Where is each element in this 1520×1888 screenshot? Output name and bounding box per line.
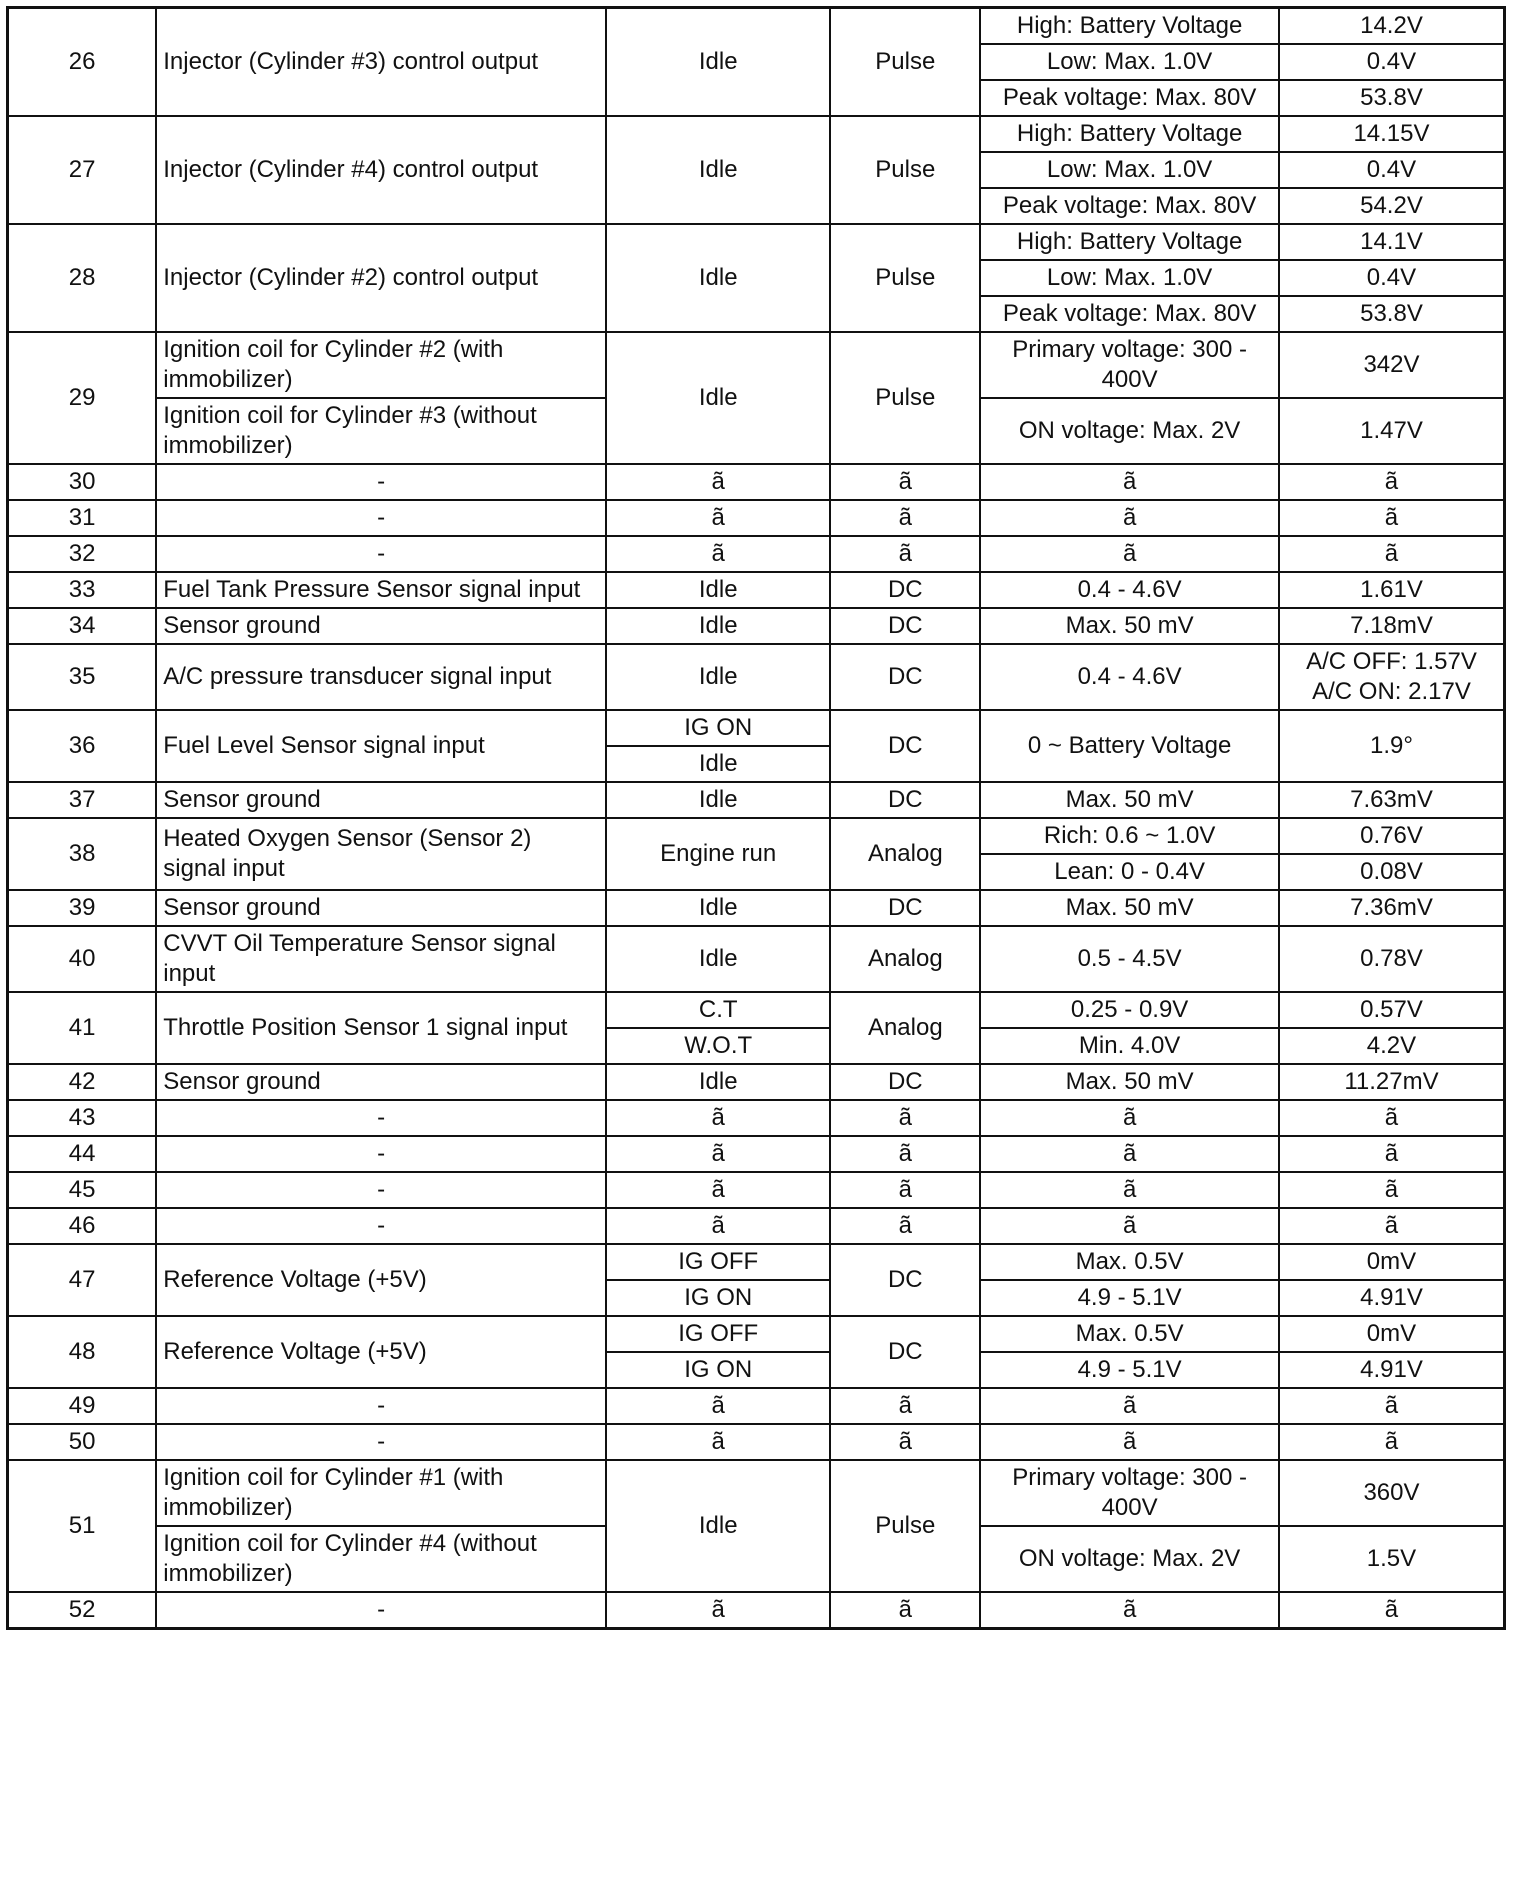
condition: Idle <box>606 926 830 992</box>
table-row <box>8 890 1505 926</box>
signal-type: DC <box>830 1316 980 1388</box>
pin-number: 52 <box>8 1592 157 1629</box>
specification: 0.4 - 4.6V <box>980 644 1279 710</box>
pin-number: 40 <box>8 926 157 992</box>
pin-description: Ignition coil for Cylinder #1 (with immobilizer) <box>156 1460 606 1526</box>
signal-type: ã <box>830 464 980 500</box>
condition: ã <box>606 1424 830 1460</box>
signal-type: DC <box>830 644 980 710</box>
pin-number: 44 <box>8 1136 157 1172</box>
table-row <box>8 464 1505 500</box>
test-result: 14.1V <box>1279 224 1505 260</box>
condition: Idle <box>606 572 830 608</box>
pin-description: CVVT Oil Temperature Sensor signal input <box>156 926 606 992</box>
test-result: 1.61V <box>1279 572 1505 608</box>
pin-description: Ignition coil for Cylinder #4 (without immobilizer) <box>156 1526 606 1592</box>
specification: ã <box>980 1100 1279 1136</box>
test-result: 0.57V <box>1279 992 1505 1028</box>
test-result: 360V <box>1279 1460 1505 1526</box>
table-row <box>8 710 1505 746</box>
specification: ã <box>980 536 1279 572</box>
specification: 0.5 - 4.5V <box>980 926 1279 992</box>
pin-number: 41 <box>8 992 157 1064</box>
test-result: 4.91V <box>1279 1280 1505 1316</box>
pin-description: Ignition coil for Cylinder #3 (without immobilizer) <box>156 398 606 464</box>
table-row <box>8 644 1505 710</box>
condition: Idle <box>606 224 830 332</box>
signal-type: ã <box>830 1208 980 1244</box>
specification: 0.25 - 0.9V <box>980 992 1279 1028</box>
specification: High: Battery Voltage <box>980 8 1279 45</box>
pin-number: 38 <box>8 818 157 890</box>
test-result: 0.4V <box>1279 152 1505 188</box>
specification: ON voltage: Max. 2V <box>980 1526 1279 1592</box>
pin-description: Sensor ground <box>156 608 606 644</box>
pin-number: 29 <box>8 332 157 464</box>
table-row <box>8 1316 1505 1352</box>
pin-number: 42 <box>8 1064 157 1100</box>
condition: IG ON <box>606 1352 830 1388</box>
specification: Peak voltage: Max. 80V <box>980 188 1279 224</box>
specification: ã <box>980 1208 1279 1244</box>
test-result: 342V <box>1279 332 1505 398</box>
signal-type: DC <box>830 710 980 782</box>
condition: IG OFF <box>606 1244 830 1280</box>
pin-number: 33 <box>8 572 157 608</box>
pin-description: - <box>156 1592 606 1629</box>
test-result: 0mV <box>1279 1244 1505 1280</box>
signal-type: Pulse <box>830 1460 980 1592</box>
condition: IG ON <box>606 1280 830 1316</box>
signal-type: Pulse <box>830 116 980 224</box>
pin-description: Sensor ground <box>156 782 606 818</box>
specification: Max. 50 mV <box>980 782 1279 818</box>
pin-number: 31 <box>8 500 157 536</box>
test-result: 7.36mV <box>1279 890 1505 926</box>
signal-type: ã <box>830 1424 980 1460</box>
test-result: ã <box>1279 1592 1505 1629</box>
signal-type: DC <box>830 1064 980 1100</box>
signal-type: Pulse <box>830 224 980 332</box>
test-result: ã <box>1279 1100 1505 1136</box>
condition: ã <box>606 500 830 536</box>
table-row <box>8 1388 1505 1424</box>
table-row <box>8 572 1505 608</box>
test-result: 14.15V <box>1279 116 1505 152</box>
table-row <box>8 1460 1505 1526</box>
test-result: 7.18mV <box>1279 608 1505 644</box>
signal-type: DC <box>830 782 980 818</box>
specification: Primary voltage: 300 - 400V <box>980 1460 1279 1526</box>
test-result: ã <box>1279 536 1505 572</box>
table-row <box>8 1064 1505 1100</box>
specification: ã <box>980 464 1279 500</box>
pin-number: 46 <box>8 1208 157 1244</box>
specification: High: Battery Voltage <box>980 116 1279 152</box>
test-result: 53.8V <box>1279 296 1505 332</box>
test-result: ã <box>1279 500 1505 536</box>
pin-number: 49 <box>8 1388 157 1424</box>
condition: Idle <box>606 746 830 782</box>
pin-number: 47 <box>8 1244 157 1316</box>
pin-number: 37 <box>8 782 157 818</box>
specification: High: Battery Voltage <box>980 224 1279 260</box>
pin-number: 39 <box>8 890 157 926</box>
pin-description: Heated Oxygen Sensor (Sensor 2) signal input <box>156 818 606 890</box>
test-result: 0mV <box>1279 1316 1505 1352</box>
test-result: 53.8V <box>1279 80 1505 116</box>
test-result: 11.27mV <box>1279 1064 1505 1100</box>
pin-number: 36 <box>8 710 157 782</box>
condition: ã <box>606 536 830 572</box>
table-row <box>8 1100 1505 1136</box>
signal-type: DC <box>830 572 980 608</box>
test-result: 1.5V <box>1279 1526 1505 1592</box>
signal-type: ã <box>830 1592 980 1629</box>
pin-description: - <box>156 1100 606 1136</box>
specification: Low: Max. 1.0V <box>980 152 1279 188</box>
pin-description: Ignition coil for Cylinder #2 (with immobilizer) <box>156 332 606 398</box>
test-result: 0.78V <box>1279 926 1505 992</box>
signal-type: ã <box>830 500 980 536</box>
condition: Idle <box>606 332 830 464</box>
specification: Rich: 0.6 ~ 1.0V <box>980 818 1279 854</box>
test-result: ã <box>1279 1424 1505 1460</box>
condition: Idle <box>606 644 830 710</box>
signal-type: ã <box>830 1388 980 1424</box>
condition: Idle <box>606 782 830 818</box>
pin-description: Reference Voltage (+5V) <box>156 1316 606 1388</box>
signal-type: DC <box>830 1244 980 1316</box>
test-result: 4.2V <box>1279 1028 1505 1064</box>
pin-number: 48 <box>8 1316 157 1388</box>
pin-number: 34 <box>8 608 157 644</box>
pin-description: Reference Voltage (+5V) <box>156 1244 606 1316</box>
signal-type: Analog <box>830 992 980 1064</box>
test-result: ã <box>1279 1136 1505 1172</box>
specification: ã <box>980 1388 1279 1424</box>
pin-description: Injector (Cylinder #4) control output <box>156 116 606 224</box>
condition: ã <box>606 1136 830 1172</box>
test-result: 54.2V <box>1279 188 1505 224</box>
condition: ã <box>606 1208 830 1244</box>
condition: Idle <box>606 1064 830 1100</box>
table-row <box>8 608 1505 644</box>
signal-type: Analog <box>830 926 980 992</box>
pin-number: 27 <box>8 116 157 224</box>
condition: Idle <box>606 8 830 117</box>
specification: Max. 50 mV <box>980 890 1279 926</box>
condition: ã <box>606 1592 830 1629</box>
specification: 4.9 - 5.1V <box>980 1352 1279 1388</box>
specification: Max. 0.5V <box>980 1316 1279 1352</box>
specification: ã <box>980 1136 1279 1172</box>
condition: Idle <box>606 608 830 644</box>
pin-number: 45 <box>8 1172 157 1208</box>
pin-description: Fuel Tank Pressure Sensor signal input <box>156 572 606 608</box>
specification: ã <box>980 500 1279 536</box>
pin-description: Fuel Level Sensor signal input <box>156 710 606 782</box>
table-row <box>8 1208 1505 1244</box>
specification: Lean: 0 - 0.4V <box>980 854 1279 890</box>
pin-description: - <box>156 536 606 572</box>
test-result: 1.9° <box>1279 710 1505 782</box>
table-row <box>8 1592 1505 1629</box>
specification: Low: Max. 1.0V <box>980 44 1279 80</box>
signal-type: ã <box>830 1172 980 1208</box>
test-result: 7.63mV <box>1279 782 1505 818</box>
table-row <box>8 116 1505 152</box>
specification: 4.9 - 5.1V <box>980 1280 1279 1316</box>
condition: Idle <box>606 116 830 224</box>
specification: 0.4 - 4.6V <box>980 572 1279 608</box>
test-result: 0.4V <box>1279 260 1505 296</box>
condition: Idle <box>606 890 830 926</box>
signal-type: ã <box>830 1100 980 1136</box>
pin-description: Sensor ground <box>156 890 606 926</box>
table-row <box>8 992 1505 1028</box>
pin-description: - <box>156 500 606 536</box>
test-result: ã <box>1279 1208 1505 1244</box>
test-result: 14.2V <box>1279 8 1505 45</box>
pin-number: 43 <box>8 1100 157 1136</box>
specification: ã <box>980 1592 1279 1629</box>
signal-type: Analog <box>830 818 980 890</box>
specification: ã <box>980 1172 1279 1208</box>
signal-type: DC <box>830 608 980 644</box>
table-body <box>8 8 1505 1629</box>
pin-number: 32 <box>8 536 157 572</box>
table-row <box>8 224 1505 260</box>
specification: Peak voltage: Max. 80V <box>980 296 1279 332</box>
condition: ã <box>606 1388 830 1424</box>
pin-description: Injector (Cylinder #3) control output <box>156 8 606 117</box>
condition: ã <box>606 1172 830 1208</box>
pin-description: - <box>156 1388 606 1424</box>
table-row <box>8 1172 1505 1208</box>
condition: ã <box>606 464 830 500</box>
signal-type: ã <box>830 536 980 572</box>
table-row <box>8 926 1505 992</box>
pin-description: - <box>156 1136 606 1172</box>
specification: ON voltage: Max. 2V <box>980 398 1279 464</box>
table-row <box>8 1244 1505 1280</box>
test-result: 4.91V <box>1279 1352 1505 1388</box>
test-result: ã <box>1279 464 1505 500</box>
condition: ã <box>606 1100 830 1136</box>
pin-description: Sensor ground <box>156 1064 606 1100</box>
pin-description: A/C pressure transducer signal input <box>156 644 606 710</box>
specification: ã <box>980 1424 1279 1460</box>
pin-number: 51 <box>8 1460 157 1592</box>
signal-type: ã <box>830 1136 980 1172</box>
table-row <box>8 1424 1505 1460</box>
test-result: 0.08V <box>1279 854 1505 890</box>
pin-number: 35 <box>8 644 157 710</box>
pin-description: - <box>156 464 606 500</box>
table-row <box>8 8 1505 45</box>
condition: Engine run <box>606 818 830 890</box>
table-row <box>8 500 1505 536</box>
pin-specification-table <box>6 6 1506 1630</box>
condition: C.T <box>606 992 830 1028</box>
test-result: 1.47V <box>1279 398 1505 464</box>
signal-type: Pulse <box>830 332 980 464</box>
table-row <box>8 1136 1505 1172</box>
pin-description: Throttle Position Sensor 1 signal input <box>156 992 606 1064</box>
specification: Peak voltage: Max. 80V <box>980 80 1279 116</box>
specification: Max. 50 mV <box>980 608 1279 644</box>
pin-description: - <box>156 1208 606 1244</box>
pin-number: 28 <box>8 224 157 332</box>
condition: Idle <box>606 1460 830 1592</box>
pin-number: 30 <box>8 464 157 500</box>
signal-type: DC <box>830 890 980 926</box>
pin-description: Injector (Cylinder #2) control output <box>156 224 606 332</box>
table-row <box>8 536 1505 572</box>
test-result: ã <box>1279 1388 1505 1424</box>
condition: W.O.T <box>606 1028 830 1064</box>
specification: Low: Max. 1.0V <box>980 260 1279 296</box>
condition: IG OFF <box>606 1316 830 1352</box>
table-row <box>8 332 1505 398</box>
signal-type: Pulse <box>830 8 980 117</box>
test-result: A/C OFF: 1.57V A/C ON: 2.17V <box>1279 644 1505 710</box>
specification: 0 ~ Battery Voltage <box>980 710 1279 782</box>
pin-description: - <box>156 1424 606 1460</box>
table-row <box>8 782 1505 818</box>
specification: Primary voltage: 300 - 400V <box>980 332 1279 398</box>
table-row <box>8 818 1505 854</box>
pin-number: 26 <box>8 8 157 117</box>
specification: Max. 0.5V <box>980 1244 1279 1280</box>
specification: Min. 4.0V <box>980 1028 1279 1064</box>
test-result: 0.4V <box>1279 44 1505 80</box>
condition: IG ON <box>606 710 830 746</box>
specification: Max. 50 mV <box>980 1064 1279 1100</box>
test-result: ã <box>1279 1172 1505 1208</box>
pin-description: - <box>156 1172 606 1208</box>
test-result: 0.76V <box>1279 818 1505 854</box>
pin-number: 50 <box>8 1424 157 1460</box>
